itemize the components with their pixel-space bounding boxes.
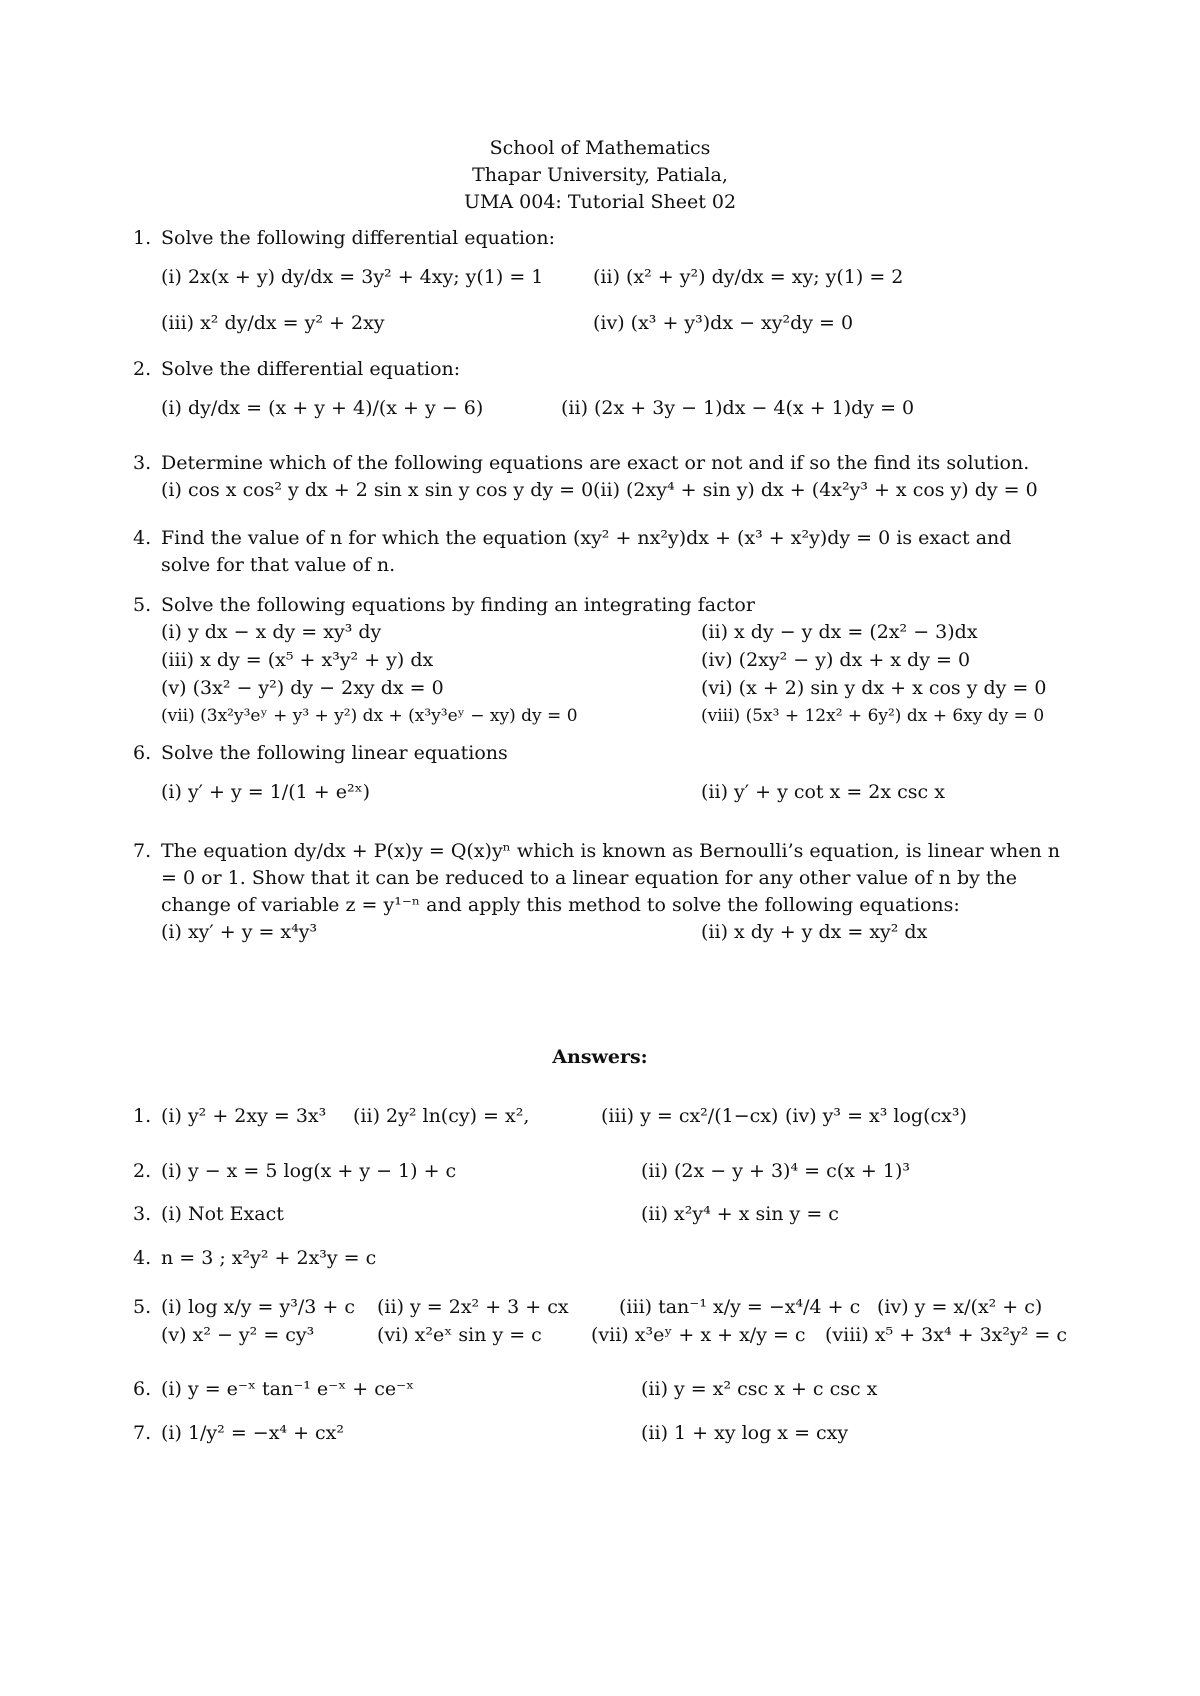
question-3 <box>133 450 1063 505</box>
part-left: (v) (3x² − y²) dy − 2xy dx = 0 <box>161 677 444 699</box>
part-left: (i) dy/dx = (x + y + 4)/(x + y − 6) <box>161 397 484 419</box>
part-right: (iv) (x³ + y³)dx − xy²dy = 0 <box>593 312 854 334</box>
answer-row <box>161 1105 1063 1133</box>
question-number: 4. <box>133 527 152 549</box>
part-left: (iii) x² dy/dx = y² + 2xy <box>161 312 385 334</box>
answer-row <box>161 1296 1063 1324</box>
question-text: Solve the following linear equations <box>161 742 508 764</box>
question-parts-row <box>161 675 1063 703</box>
header-school: School of Mathematics <box>489 137 711 159</box>
answer-row <box>161 1203 1063 1231</box>
question-parts-row <box>161 252 1063 298</box>
question-parts-row <box>161 477 1063 505</box>
answer-7 <box>133 1422 1063 1450</box>
answer-item: (i) Not Exact <box>161 1203 284 1225</box>
question-number: 2. <box>133 358 152 380</box>
question-text: The equation dy/dx + P(x)y = Q(x)yⁿ which is known as Bernoulli’s equation, is linear when n = 0 or 1. Show that it can be reduced to a linear equation for any other value of n by the change of variable z = y¹⁻ⁿ and apply this method to solve the following equations: <box>161 840 1061 916</box>
answer-number: 7. <box>133 1422 152 1444</box>
answer-number: 6. <box>133 1378 152 1400</box>
answer-1 <box>133 1105 1063 1133</box>
answer-item: (iv) y = x/(x² + c) <box>877 1296 1043 1318</box>
answer-item: (i) log x/y = y³/3 + c <box>161 1296 355 1318</box>
part-right: (iv) (2xy² − y) dx + x dy = 0 <box>701 649 971 671</box>
part-left: (vii) (3x²y³eʸ + y³ + y²) dx + (x³y³eʸ − xy) dy = 0 <box>161 706 578 726</box>
question-5 <box>133 592 1063 731</box>
question-text: Solve the differential equation: <box>161 358 461 380</box>
part-left: (iii) x dy = (x⁵ + x³y² + y) dx <box>161 649 434 671</box>
part-left: (i) xy′ + y = x⁴y³ <box>161 921 318 943</box>
part-right: (ii) (x² + y²) dy/dx = xy; y(1) = 2 <box>593 266 904 288</box>
answer-number: 3. <box>133 1203 152 1225</box>
question-4 <box>133 525 1063 579</box>
question-parts-row <box>161 703 1063 731</box>
answer-item: (vii) x³eʸ + x + x/y = c <box>591 1324 806 1346</box>
question-number: 6. <box>133 742 152 764</box>
answer-row <box>161 1247 1063 1275</box>
answer-number: 2. <box>133 1160 152 1182</box>
part-left: (i) cos x cos² y dx + 2 sin x sin y cos y dy = 0 <box>161 479 594 501</box>
answer-item: n = 3 ; x²y² + 2x³y = c <box>161 1247 377 1269</box>
answers-heading: Answers: <box>552 1046 648 1068</box>
part-right: (viii) (5x³ + 12x² + 6y²) dx + 6xy dy = 0 <box>701 706 1045 726</box>
answer-number: 5. <box>133 1296 152 1318</box>
question-text: Solve the following equations by finding an integrating factor <box>161 594 755 616</box>
answer-row <box>161 1324 1067 1352</box>
answer-item: (vi) x²eˣ sin y = c <box>377 1324 542 1346</box>
answer-item: (i) y − x = 5 log(x + y − 1) + c <box>161 1160 457 1182</box>
question-parts-row <box>161 647 1063 675</box>
answer-item: (iii) y = cx²/(1−cx) <box>601 1105 779 1127</box>
answer-number: 4. <box>133 1247 152 1269</box>
part-right: (ii) x dy + y dx = xy² dx <box>701 921 928 943</box>
answer-number: 1. <box>133 1105 152 1127</box>
part-right: (ii) y′ + y cot x = 2x csc x <box>701 781 945 803</box>
answer-3 <box>133 1203 1063 1231</box>
part-right: (ii) x dy − y dx = (2x² − 3)dx <box>701 621 978 643</box>
question-text: Find the value of n for which the equation (xy² + nx²y)dx + (x³ + x²y)dy = 0 is exact and solve for that value of n. <box>161 527 1012 576</box>
answer-item: (ii) 1 + xy log x = cxy <box>641 1422 849 1444</box>
answer-row <box>161 1422 1063 1450</box>
part-right: (vi) (x + 2) sin y dx + x cos y dy = 0 <box>701 677 1047 699</box>
answer-item: (i) y = e⁻ˣ tan⁻¹ e⁻ˣ + ce⁻ˣ <box>161 1378 415 1400</box>
question-1 <box>133 225 1063 344</box>
question-parts-row <box>161 767 1063 813</box>
answer-item: (iii) tan⁻¹ x/y = −x⁴/4 + c <box>619 1296 861 1318</box>
answer-6 <box>133 1378 1063 1406</box>
answer-item: (viii) x⁵ + 3x⁴ + 3x²y² = c <box>825 1324 1067 1346</box>
answer-4 <box>133 1247 1063 1275</box>
question-7 <box>133 838 1063 947</box>
answer-item: (i) 1/y² = −x⁴ + cx² <box>161 1422 345 1444</box>
question-parts-row <box>161 298 1063 344</box>
document-header <box>0 135 1200 216</box>
answer-row <box>161 1160 1063 1188</box>
question-number: 7. <box>133 840 152 862</box>
answer-item: (ii) 2y² ln(cy) = x², <box>353 1105 530 1127</box>
answer-item: (ii) y = x² csc x + c csc x <box>641 1378 878 1400</box>
answer-item: (ii) y = 2x² + 3 + cx <box>377 1296 569 1318</box>
part-right: (ii) (2xy⁴ + sin y) dx + (4x²y³ + x cos y) dy = 0 <box>593 479 1038 501</box>
answer-item: (ii) x²y⁴ + x sin y = c <box>641 1203 839 1225</box>
header-sheet-title: UMA 004: Tutorial Sheet 02 <box>463 191 737 213</box>
question-text: Solve the following differential equation: <box>161 227 556 249</box>
part-left: (i) 2x(x + y) dy/dx = 3y² + 4xy; y(1) = 1 <box>161 266 544 288</box>
answer-item: (ii) (2x − y + 3)⁴ = c(x + 1)³ <box>641 1160 910 1182</box>
question-6 <box>133 740 1063 813</box>
answer-item: (i) y² + 2xy = 3x³ <box>161 1105 327 1127</box>
part-left: (i) y′ + y = 1/(1 + e²ˣ) <box>161 781 371 803</box>
question-parts-row <box>161 919 1063 947</box>
question-number: 3. <box>133 452 152 474</box>
part-right: (ii) (2x + 3y − 1)dx − 4(x + 1)dy = 0 <box>561 397 915 419</box>
answer-row <box>161 1378 1063 1406</box>
answer-2 <box>133 1160 1063 1188</box>
question-2 <box>133 356 1063 429</box>
question-number: 1. <box>133 227 152 249</box>
question-parts-row <box>161 619 1063 647</box>
answer-5 <box>133 1296 1067 1352</box>
question-text: Determine which of the following equations are exact or not and if so the find its solution. <box>161 452 1030 474</box>
answer-item: (iv) y³ = x³ log(cx³) <box>785 1105 967 1127</box>
part-left: (i) y dx − x dy = xy³ dy <box>161 621 382 643</box>
question-number: 5. <box>133 594 152 616</box>
question-parts-row <box>161 383 1063 429</box>
answer-item: (v) x² − y² = cy³ <box>161 1324 315 1346</box>
header-university: Thapar University, Patiala, <box>472 164 728 186</box>
